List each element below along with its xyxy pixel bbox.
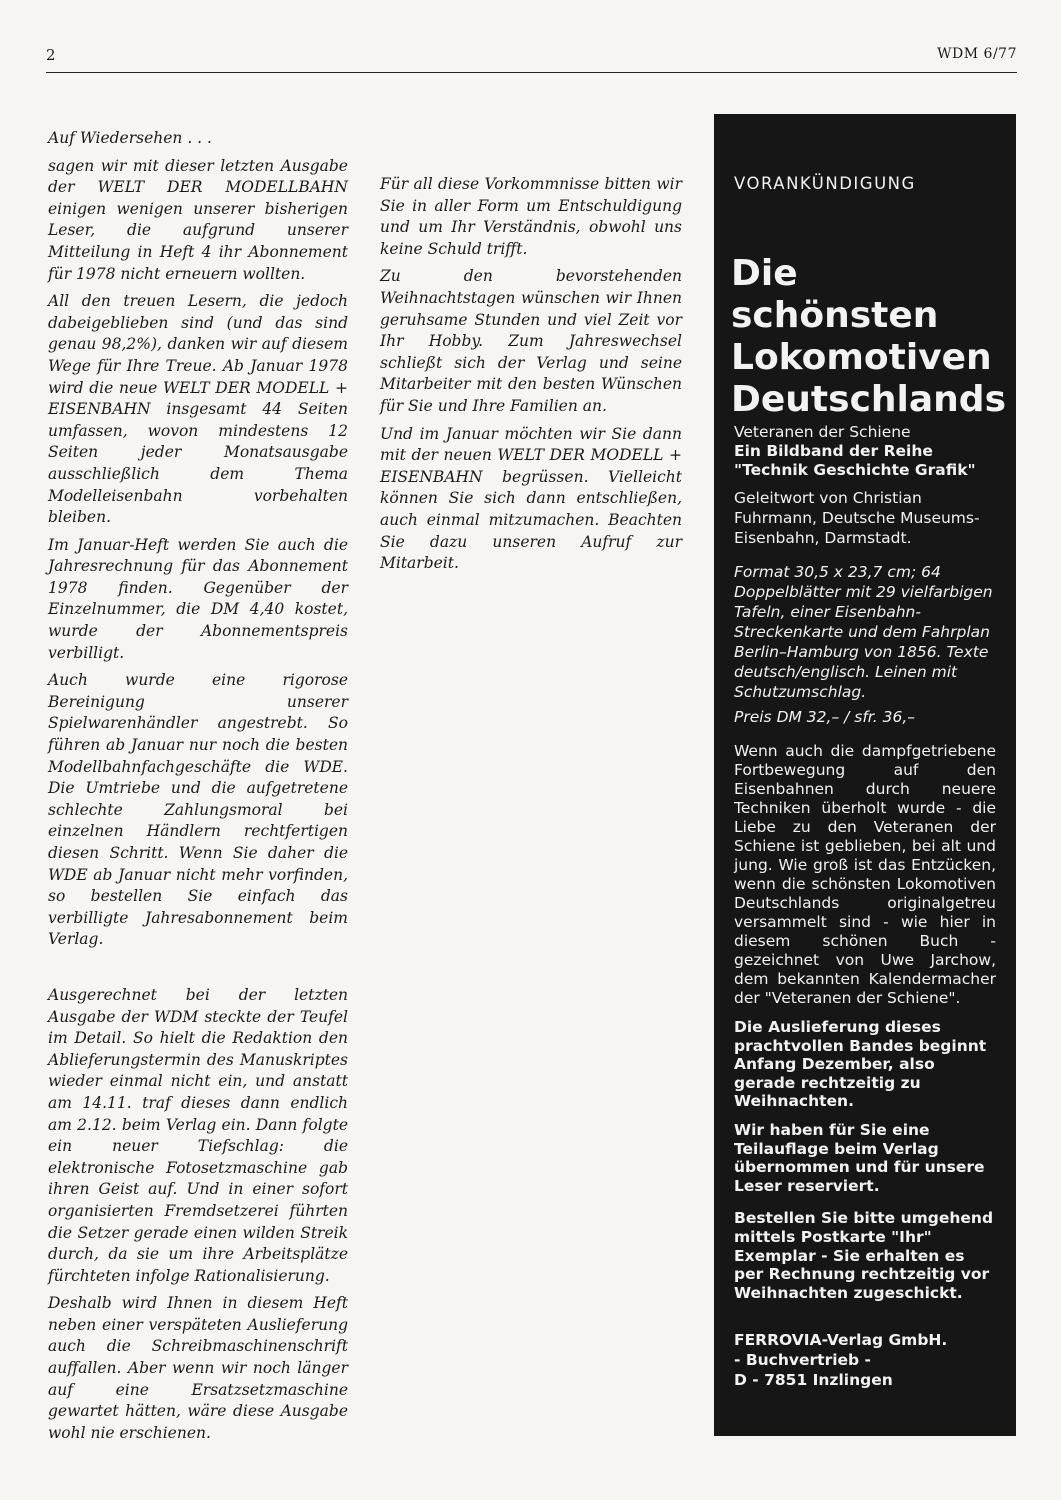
ad-publisher-line: - Buchvertrieb -: [734, 1351, 871, 1370]
header-rule: [46, 72, 1017, 73]
ad-subtitle-line: Ein Bildband der Reihe "Technik Geschichte Grafik": [734, 442, 976, 479]
ad-subtitle-line: Veteranen der Schiene: [734, 423, 911, 441]
ad-kicker: VORANKÜNDIGUNG: [734, 174, 916, 193]
article-column-left: [48, 128, 348, 1450]
page-number: 2: [46, 46, 56, 64]
paragraph-gap: [48, 957, 348, 985]
ad-order: Bestellen Sie bitte umgehend mittels Postkarte "Ihr" Exemplar - Sie erhalten es per Rechnung rechtzeitig vor Weihnachten zugeschickt.: [734, 1209, 994, 1302]
ad-intro: Geleitwort von Christian Fuhrmann, Deutsche Museums-Eisenbahn, Darmstadt.: [734, 489, 980, 547]
ad-title-line: Deutschlands: [731, 379, 1006, 420]
article-paragraph: Auch wurde eine rigorose Bereinigung unserer Spielwarenhändler angestrebt. So führen ab Januar nur noch die besten Modellbahnfachgeschäfte die WDE. Die Umtriebe und die aufgetretene schlechte Zahlungsmoral bei einzelnen Händlern rechtfertigen diesen Schritt. Wenn Sie daher die WDE ab Januar nicht mehr vorfinden, so bestellen Sie einfach das verbilligte Jahresabonnement beim Verlag.: [48, 671, 348, 949]
article-paragraph: Und im Januar möchten wir Sie dann mit der neuen WELT DER MODELL + EISENBAHN begrüssen. Vielleicht können Sie sich dann entschließen, auch einmal mitzumachen. Beachten Sie dazu unseren Aufruf zur Mitarbeit.: [380, 424, 682, 573]
ad-title: [731, 253, 1006, 421]
ad-format: Format 30,5 x 23,7 cm; 64 Doppelblätter mit 29 vielfarbigen Tafeln, einer Eisenbahn-Streckenkarte und dem Fahrplan Berlin–Hamburg von 1856. Texte deutsch/englisch. Leinen mit Schutzumschlag.: [734, 563, 993, 701]
article-paragraph: Im Januar-Heft werden Sie auch die Jahresrechnung für das Abonnement 1978 finden. Gegenüber der Einzelnummer, die DM 4,40 kostet, wurde der Abonnementspreis verbilligt.: [48, 535, 348, 662]
ad-publisher: [734, 1330, 996, 1390]
book-advertisement: [714, 114, 1016, 1436]
ad-title-line: Lokomotiven: [731, 337, 992, 378]
article-paragraph: Für all diese Vorkommnisse bitten wir Sie in aller Form um Entschuldigung und um Ihr Verständnis, obwohl uns keine Schuld trifft.: [380, 175, 682, 258]
article-paragraph: sagen wir mit dieser letzten Ausgabe der WELT DER MODELLBAHN einigen wenigen unserer bisherigen Leser, die aufgrund unserer Mitteilung in Heft 4 ihr Abonnement für 1978 nicht erneuern wollten.: [48, 156, 348, 283]
ad-subtitle: [734, 423, 996, 480]
article-paragraph: All den treuen Lesern, die jedoch dabeigeblieben sind (und das sind genau 98,2%), danken wir auf diesem Wege für Ihre Treue. Ab Januar 1978 wird die neue WELT DER MODELL + EISENBAHN insgesamt 44 Seiten umfassen, wovon mindestens 12 Seiten jeder Monatsausgabe ausschließlich dem Thema Modelleisenbahn vorbehalten bleiben.: [48, 292, 348, 527]
issue-label: WDM 6/77: [937, 46, 1017, 62]
article-column-middle: [380, 174, 682, 581]
ad-price: Preis DM 32,– / sfr. 36,–: [734, 708, 916, 726]
article-paragraph: Zu den bevorstehenden Weihnachtstagen wünschen wir Ihnen geruhsame Stunden und viel Zeit vor Ihr Hobby. Zum Jahreswechsel schließt sich der Verlag und seine Mitarbeiter mit den besten Wünschen für Sie und Ihre Familien an.: [380, 267, 682, 415]
article-paragraph: Ausgerechnet bei der letzten Ausgabe der WDM steckte der Teufel im Detail. So hielt die Redaktion den Ablieferungstermin des Manuskriptes wieder einmal nicht ein, und anstatt am 14.11. traf dieses dann endlich am 2.12. beim Verlag ein. Dann folgte ein neuer Tiefschlag: die elektronische Fotosetzmaschine gab ihren Geist auf. Und in einer sofort organisierten Fremdsetzerei führten die Setzer gerade einen wilden Streik durch, da sie um ihre Arbeitsplätze fürchteten infolge Rationalisierung.: [48, 985, 348, 1285]
article-heading: Auf Wiedersehen . . .: [48, 129, 212, 147]
ad-delivery: Die Auslieferung dieses prachtvollen Bandes beginnt Anfang Dezember, also gerade rechtzeitig zu Weihnachten.: [734, 1018, 987, 1111]
ad-publisher-line: FERROVIA-Verlag GmbH.: [734, 1331, 948, 1350]
ad-title-line: Die schönsten: [731, 253, 939, 336]
ad-publisher-line: D - 7851 Inzlingen: [734, 1371, 893, 1390]
ad-body: Wenn auch die dampfgetriebene Fortbewegung auf den Eisenbahnen durch neuere Techniken überholt wurde - die Liebe zu den Veteranen der Schiene ist geblieben, bei alt und jung. Wie groß ist das Entzücken, wenn die schönsten Lokomotiven Deutschlands originalgetreu versammelt sind - wie hier in diesem schönen Buch - gezeichnet von Uwe Jarchow, dem bekannten Kalendermacher der "Veteranen der Schiene".: [734, 742, 996, 1007]
article-paragraph: Deshalb wird Ihnen in diesem Heft neben einer verspäteten Auslieferung auch die Schreibmaschinenschrift auffallen. Aber wenn wir noch länger auf eine Ersatzsetzmaschine gewartet hätten, wäre diese Ausgabe wohl nie erschienen.: [48, 1294, 348, 1442]
ad-reserved: Wir haben für Sie eine Teilauflage beim Verlag übernommen und für unsere Leser reserviert.: [734, 1120, 985, 1195]
